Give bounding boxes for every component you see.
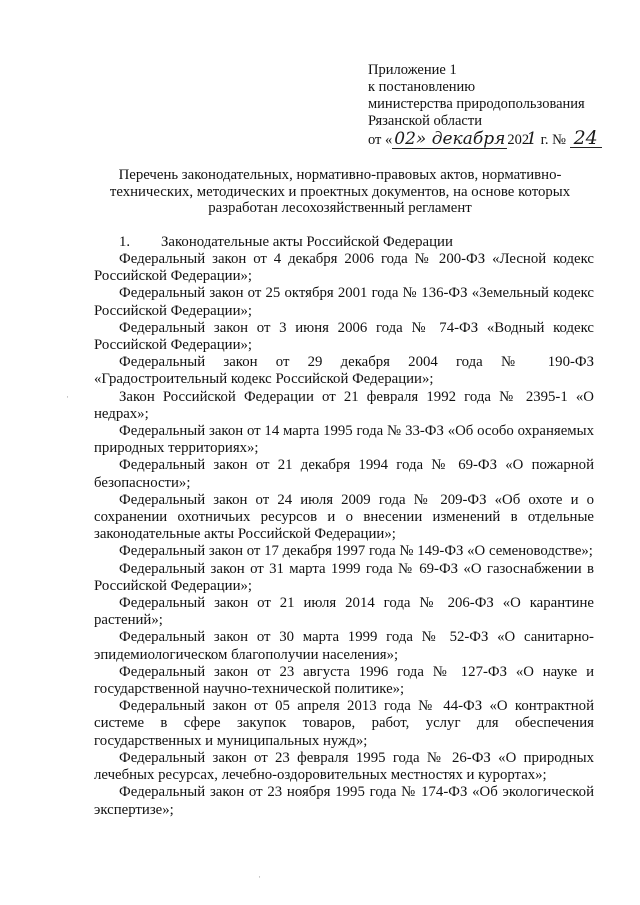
law-item: Федеральный закон от 14 марта 1995 года № 33-ФЗ «Об особо охраняемых природных территориях»; <box>94 423 594 457</box>
appendix-line-4: Рязанской области <box>368 113 482 129</box>
document-title: Перечень законодательных, нормативно-правовых актов, нормативно-технических, методических и проектных документов, на основе которых разработан лесохозяйственный регламент <box>109 167 571 216</box>
section-heading <box>119 234 453 251</box>
appendix-line-1: Приложение 1 <box>368 62 457 78</box>
laws-list <box>94 251 594 819</box>
number-prefix: г. № <box>540 132 566 148</box>
year-prefix: 202 <box>507 132 530 148</box>
handwritten-number: 24 <box>570 130 602 148</box>
law-item: Федеральный закон от 29 декабря 2004 года № 190-ФЗ «Градостроительный кодекс Российской Федерации»; <box>94 354 594 388</box>
law-item: Федеральный закон от 23 ноября 1995 года № 174-ФЗ «Об экологической экспертизе»; <box>94 784 594 818</box>
law-item: Федеральный закон от 23 февраля 1995 года № 26-ФЗ «О природных лечебных ресурсах, лечебно-оздоровительных местностях и курортах»; <box>94 749 594 784</box>
handwritten-year: 1 <box>526 129 537 149</box>
law-item: Федеральный закон от 05 апреля 2013 года № 44-ФЗ «О контрактной системе в сфере закупок товаров, работ, услуг для обеспечения государственных и муниципальных нужд»; <box>94 698 594 749</box>
law-item: Федеральный закон от 21 июля 2014 года № 206-ФЗ «О карантине растений»; <box>94 595 594 629</box>
law-item: Федеральный закон от 21 декабря 1994 года № 69-ФЗ «О пожарной безопасности»; <box>94 457 594 491</box>
appendix-line-3: министерства природопользования <box>368 96 585 112</box>
appendix-line-2: к постановлению <box>368 79 476 95</box>
section-title: Законодательные акты Российской Федерации <box>161 234 453 250</box>
law-item: Федеральный закон от 31 марта 1999 года № 69-ФЗ «О газоснабжении в Российской Федерации»; <box>94 560 594 594</box>
date-prefix: от « <box>368 132 393 148</box>
law-item: Федеральный закон от 24 июля 2009 года № 209-ФЗ «Об охоте и о сохранении охотничьих ресурсов и о внесении изменений в отдельные законодательные акты Российской Федерации»; <box>94 491 594 543</box>
handwritten-date: 02» декабря <box>394 129 506 149</box>
law-item: Федеральный закон от 25 октября 2001 года № 136-ФЗ «Земельный кодекс Российской Федерации»; <box>94 285 594 319</box>
law-item: Федеральный закон от 17 декабря 1997 года № 149-ФЗ «О семеноводстве»; <box>119 543 593 560</box>
law-item: Федеральный закон от 4 декабря 2006 года № 200-ФЗ «Лесной кодекс Российской Федерации»; <box>94 251 594 285</box>
appendix-date-line <box>368 127 602 149</box>
appendix-header <box>368 62 602 149</box>
law-item: Федеральный закон от 3 июня 2006 года № 74-ФЗ «Водный кодекс Российской Федерации»; <box>94 319 594 354</box>
law-item: Закон Российской Федерации от 21 февраля 1992 года № 2395-1 «О недрах»; <box>94 388 594 422</box>
scan-speck: · <box>258 872 261 882</box>
law-item: Федеральный закон от 23 августа 1996 года № 127-ФЗ «О науке и государственной научно-технической политике»; <box>94 663 594 698</box>
section-number: 1. <box>119 234 131 250</box>
law-item: Федеральный закон от 30 марта 1999 года № 52-ФЗ «О санитарно-эпидемиологическом благополучии населения»; <box>94 629 594 663</box>
scan-speck: · <box>66 392 69 402</box>
